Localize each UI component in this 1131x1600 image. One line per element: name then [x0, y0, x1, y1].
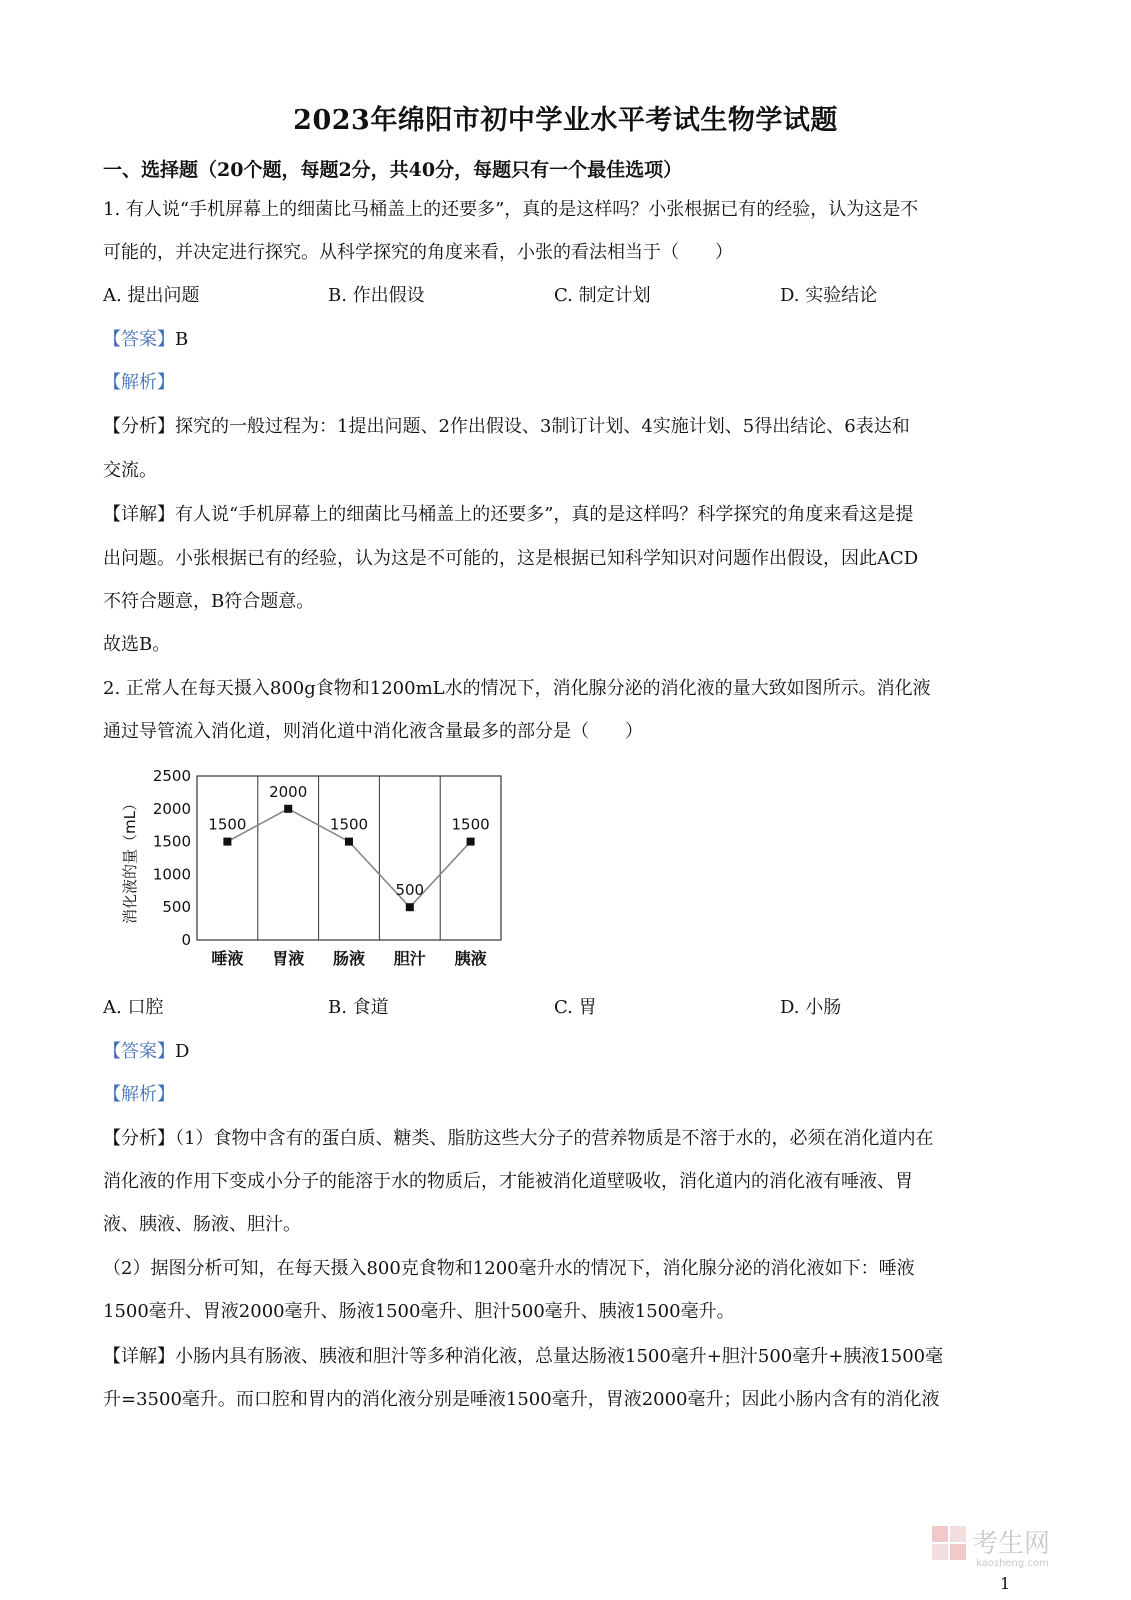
chart-data-point	[284, 805, 292, 813]
watermark-text: 考生网	[972, 1529, 1051, 1559]
q1-analysis-tag: 【解析】	[103, 372, 175, 393]
q2-option-c: C. 胃	[554, 997, 597, 1018]
xiangjie-tag: 【详解】	[103, 504, 175, 525]
q2-xiangjie-line-1	[103, 1345, 943, 1369]
chart-category-label: 肠液	[332, 949, 366, 968]
q2-answer	[103, 1040, 189, 1064]
chart-category-label: 胃液	[272, 949, 305, 968]
chart-data-label: 1500	[208, 815, 247, 834]
q1-fenxi-line-2: 交流。	[103, 460, 157, 481]
fenxi-text: （1）食物中含有的蛋白质、糖类、脂肪这些大分子的营养物质是不溶于水的，必须在消化道内在	[175, 1128, 934, 1149]
q1-option-c: C. 制定计划	[554, 285, 651, 306]
q2-stem-line-2: 通过导管流入消化道，则消化道中消化液含量最多的部分是（ ）	[103, 721, 643, 742]
q2-fenxi-line-1	[103, 1127, 933, 1151]
watermark-logo	[930, 1520, 1090, 1574]
q1-answer	[103, 328, 188, 352]
chart-y-tick-label: 2000	[152, 799, 191, 818]
q2-xiangjie-line-2: 升=3500毫升。而口腔和胃内的消化液分别是唾液1500毫升，胃液2000毫升；因此小肠内含有的消化液	[103, 1389, 940, 1410]
chart-data-label: 1500	[329, 815, 369, 834]
q1-xiangjie-line-3: 不符合题意，B符合题意。	[103, 591, 315, 612]
fenxi-text: 探究的一般过程为：1提出问题、2作出假设、3制订计划、4实施计划、5得出结论、6表达和	[175, 416, 910, 437]
q2-fenxi-line-2: 消化液的作用下变成小分子的能溶于水的物质后，才能被消化道壁吸收，消化道内的消化液有唾液、胃	[103, 1171, 913, 1192]
q1-conclusion: 故选B。	[103, 634, 171, 655]
q2-fenxi-line-3: 液、胰液、肠液、胆汁。	[103, 1214, 301, 1235]
section-heading: 一、选择题（20个题，每题2分，共40分，每题只有一个最佳选项）	[103, 159, 683, 181]
fenxi-tag: 【分析】	[103, 416, 175, 437]
answer-tag: 【答案】	[103, 1041, 175, 1062]
answer-tag: 【答案】	[103, 329, 175, 350]
q2-fenxi-line-4: （2）据图分析可知，在每天摄入800克食物和1200毫升水的情况下，消化腺分泌的消化液如下：唾液	[103, 1258, 915, 1279]
chart-data-point	[345, 838, 353, 846]
chart-y-tick-label: 500	[162, 898, 191, 917]
q1-option-a: A. 提出问题	[103, 285, 200, 306]
q1-stem-line-1: 1. 有人说“手机屏幕上的细菌比马桶盖上的还要多”，真的是这样吗？小张根据已有的经验，认为这是不	[103, 199, 919, 220]
q2-stem-line-1: 2. 正常人在每天摄入800g食物和1200mL水的情况下，消化腺分泌的消化液的量大致如图所示。消化液	[103, 678, 931, 699]
chart-data-label: 2000	[269, 782, 308, 801]
xiangjie-text: 小肠内具有肠液、胰液和胆汁等多种消化液，总量达肠液1500毫升+胆汁500毫升+胰液1500毫	[175, 1346, 944, 1367]
q1-option-b: B. 作出假设	[328, 285, 425, 306]
page-title: 2023年绵阳市初中学业水平考试生物学试题	[293, 105, 838, 136]
q1-xiangjie-line-2: 出问题。小张根据已有的经验，认为这是不可能的，这是根据已知科学知识对问题作出假设，因此ACD	[103, 548, 919, 569]
answer-value: D	[175, 1041, 190, 1062]
q2-option-d: D. 小肠	[780, 997, 842, 1018]
chart-y-tick-label: 1500	[152, 832, 191, 851]
q1-option-d: D. 实验结论	[780, 285, 878, 306]
chart-data-label: 1500	[451, 815, 490, 834]
chart-category-label: 唾液	[211, 949, 244, 968]
chart-y-tick-label: 1000	[152, 865, 191, 884]
chart-y-tick-label: 2500	[152, 768, 191, 785]
chart-data-label: 500	[395, 881, 425, 900]
answer-value: B	[175, 329, 189, 350]
q1-fenxi-line-1	[103, 415, 910, 439]
q1-stem-line-2: 可能的，并决定进行探究。从科学探究的角度来看，小张的看法相当于（ ）	[103, 242, 733, 263]
fenxi-tag: 【分析】	[103, 1128, 175, 1149]
page-number: 1	[1000, 1574, 1011, 1593]
chart-category-label: 胰液	[454, 949, 487, 968]
chart-data-point	[467, 838, 475, 846]
chart-category-label: 胆汁	[393, 949, 426, 968]
q2-option-a: A. 口腔	[103, 997, 164, 1018]
q2-option-b: B. 食道	[328, 997, 389, 1018]
chart-y-axis-label: 消化液的量（mL）	[121, 796, 139, 924]
chart-data-point	[223, 838, 231, 846]
xiangjie-tag: 【详解】	[103, 1346, 175, 1367]
chart-y-tick-label: 0	[181, 931, 191, 949]
xiangjie-text: 有人说“手机屏幕上的细菌比马桶盖上的还要多”，真的是这样吗？科学探究的角度来看这是提	[175, 504, 914, 525]
chart-data-point	[406, 903, 414, 911]
watermark-icon	[932, 1526, 966, 1560]
watermark-subtext: kaosheng.com	[976, 1558, 1049, 1569]
q2-analysis-tag: 【解析】	[103, 1084, 175, 1105]
q1-xiangjie-line-1	[103, 503, 913, 527]
q2-fenxi-line-5: 1500毫升、胃液2000毫升、肠液1500毫升、胆汁500毫升、胰液1500毫升。	[103, 1301, 735, 1322]
digestive-juice-chart	[115, 768, 515, 978]
